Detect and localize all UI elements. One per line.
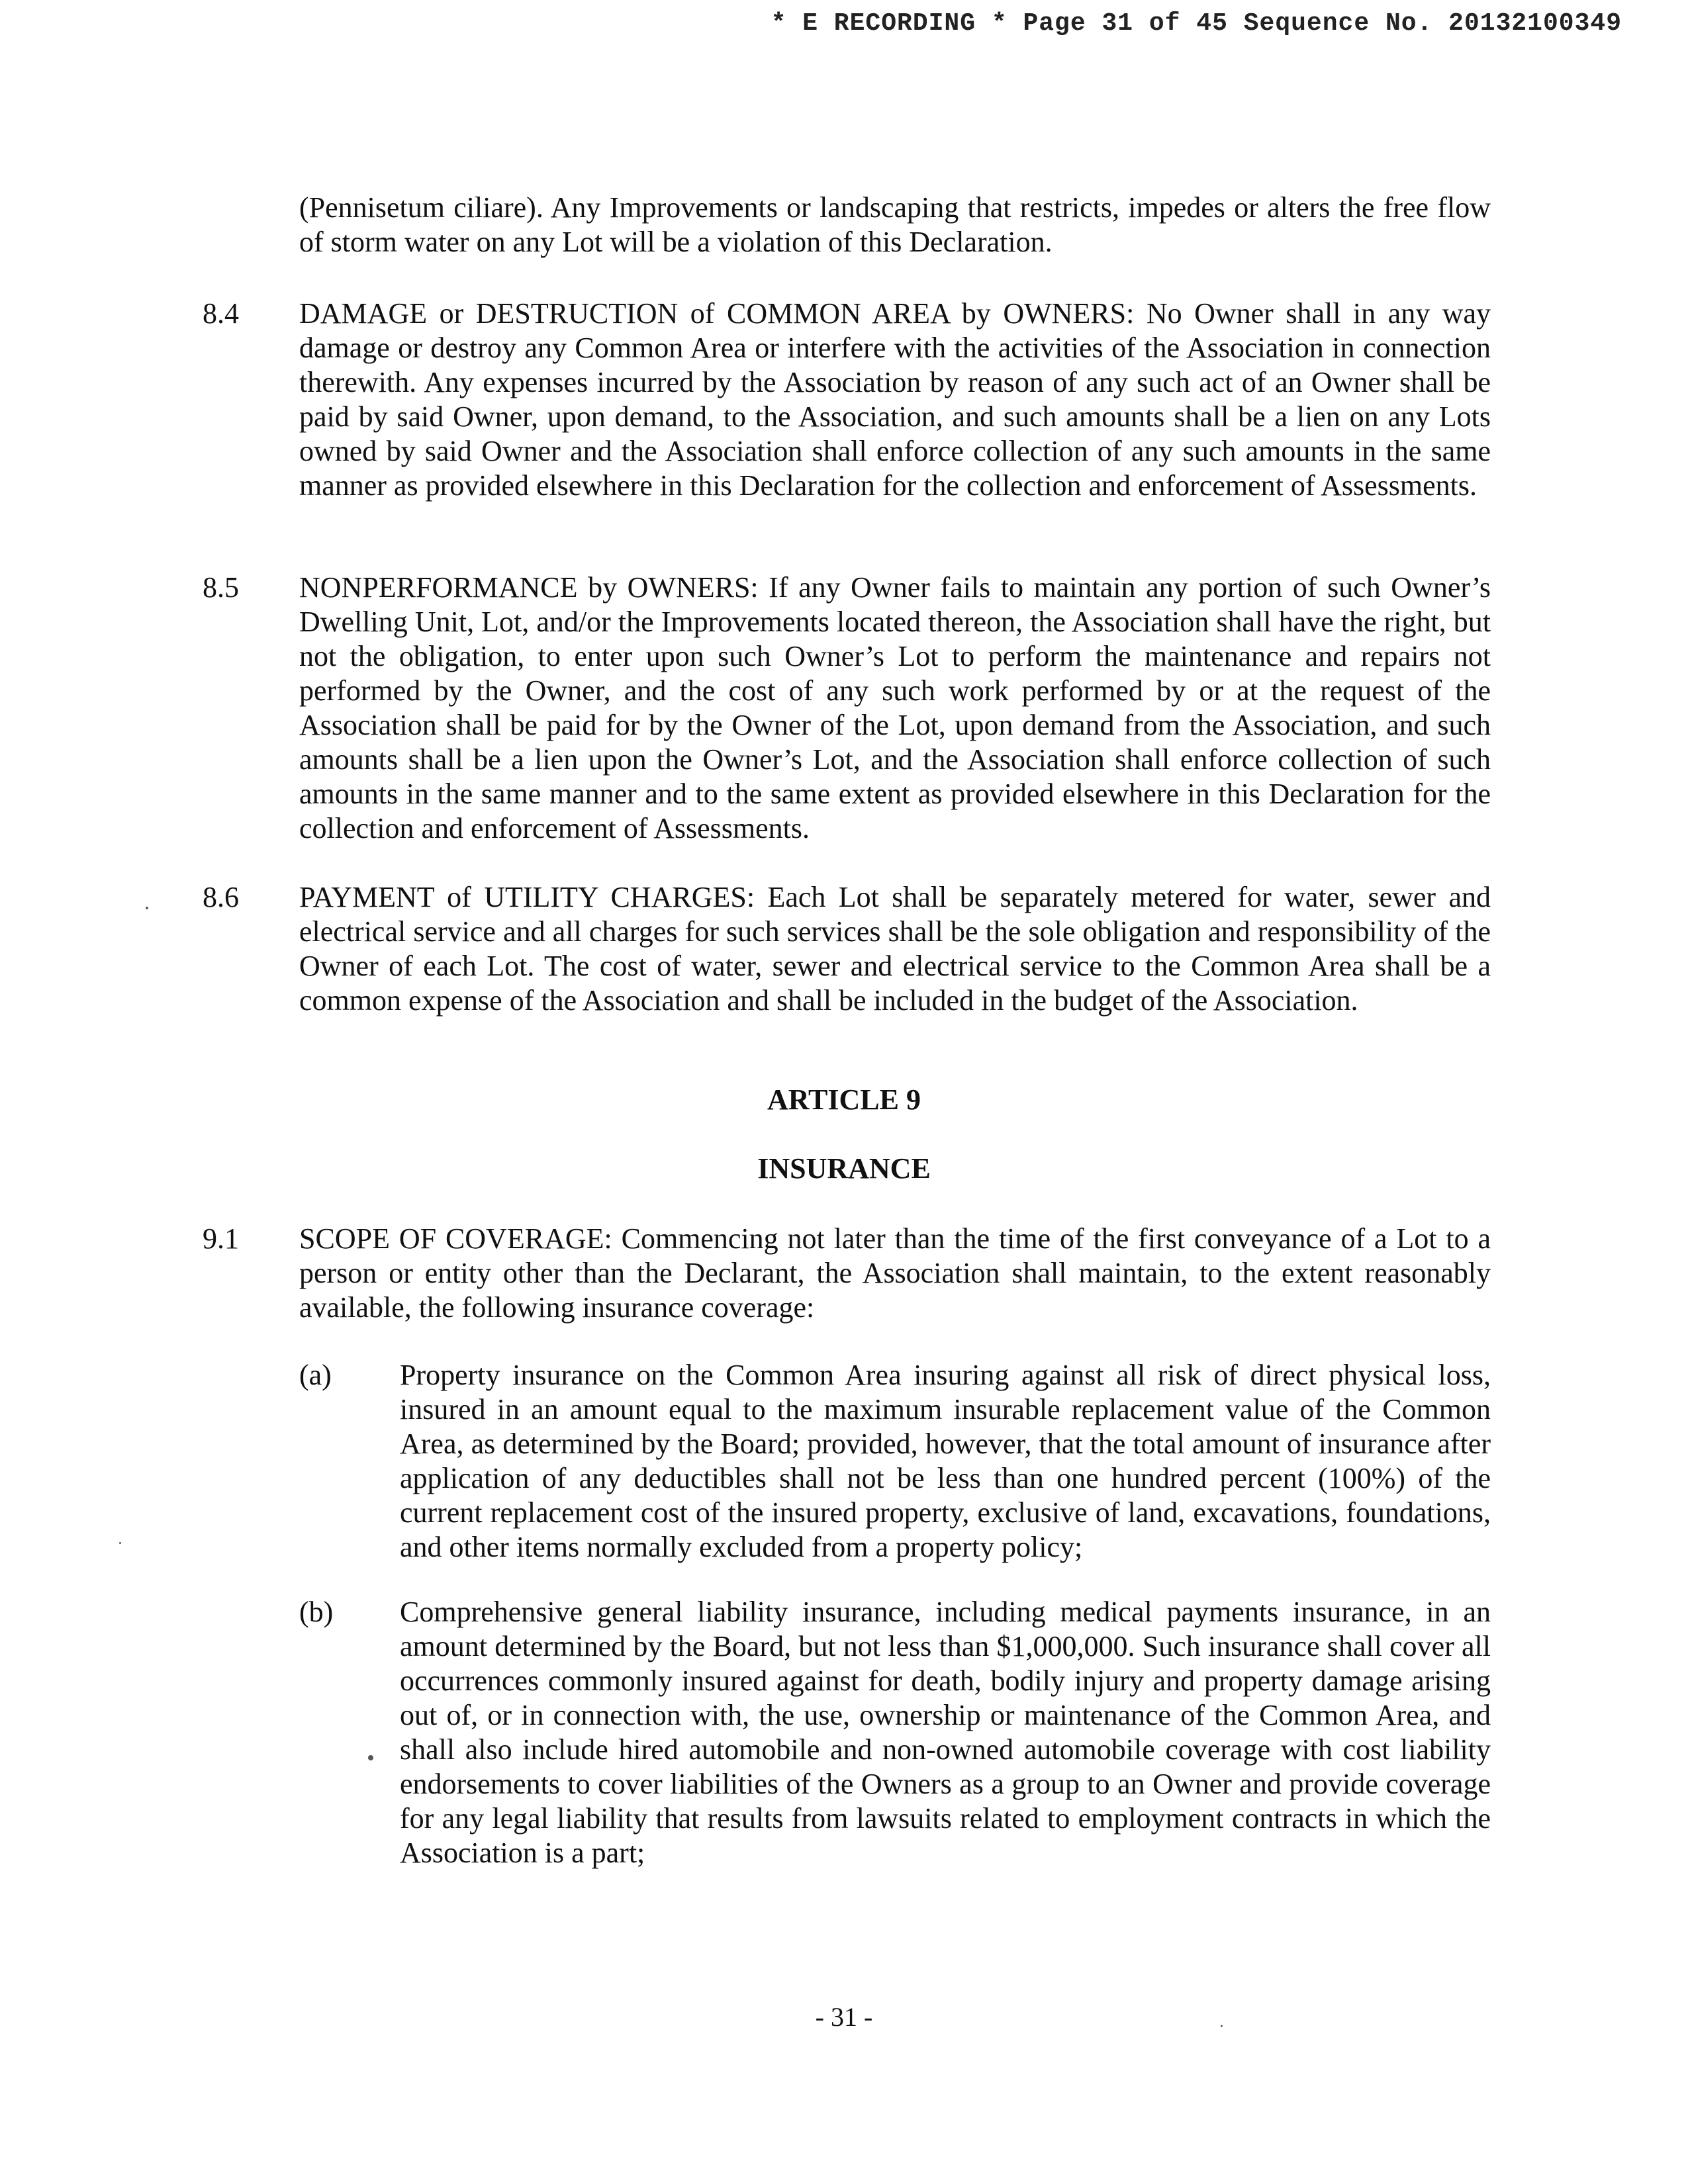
scan-speck <box>119 1542 121 1544</box>
section-8-6-text: PAYMENT of UTILITY CHARGES: Each Lot shall be separately metered for water, sewer and electrical service and all charges for such services shall be the sole obligation and responsibility of the Owner of each Lot. The cost of water, sewer and electrical service to the Common Area shall be a common expense of the Association and shall be included in the budget of the Association. <box>299 881 1491 1017</box>
section-number-8-6: 8.6 <box>203 881 239 913</box>
section-8-4-text: DAMAGE or DESTRUCTION of COMMON AREA by OWNERS: No Owner shall in any way damage or destroy any Common Area or interfere with the activities of the Association in connection therewith. Any expenses incurred by the Association by reason of any such act of an Owner shall be paid by said Owner, upon demand, to the Association, and such amounts shall be a lien on any Lots owned by said Owner and the Association shall enforce collection of any such amounts in the same manner as provided elsewhere in this Declaration for the collection and enforcement of Assessments. <box>299 297 1491 502</box>
item-a-text: Property insurance on the Common Area insuring against all risk of direct physical loss, insured in an amount equal to the maximum insurable replacement value of the Common Area, as determined by the Board; provided, however, that the total amount of insurance after application of any deductibles shall not be less than one hundred percent (100%) of the current replacement cost of the insured property, exclusive of land, excavations, foundations, and other items normally excluded from a property policy; <box>400 1359 1491 1563</box>
item-label-b: (b) <box>299 1596 334 1628</box>
item-label-a: (a) <box>299 1359 332 1391</box>
scan-speck <box>1221 2025 1223 2027</box>
page-number: - 31 - <box>815 2002 873 2032</box>
section-number-9-1: 9.1 <box>203 1222 239 1255</box>
section-9-1-text: SCOPE OF COVERAGE: Commencing not later than the time of the first conveyance of a Lot to a person or entity other than the Declarant, the Association shall maintain, to the extent reasonably available, the following insurance coverage: <box>299 1222 1491 1324</box>
continuation-paragraph: (Pennisetum ciliare). Any Improvements or landscaping that restricts, impedes or alters the free flow of storm water on any Lot will be a violation of this Declaration. <box>299 191 1491 258</box>
scan-speck <box>368 1755 373 1760</box>
section-number-8-5: 8.5 <box>203 571 239 604</box>
article-title: INSURANCE <box>757 1152 931 1185</box>
section-8-5-text: NONPERFORMANCE by OWNERS: If any Owner fails to maintain any portion of such Owner’s Dwelling Unit, Lot, and/or the Improvements located thereon, the Association shall have the right, but not the obligation, to enter upon such Owner’s Lot to perform the maintenance and repairs not performed by the Owner, and the cost of any such work performed by or at the request of the Association shall be paid for by the Owner of the Lot, upon demand from the Association, and such amounts shall be a lien upon the Owner’s Lot, and the Association shall enforce collection of such amounts in the same manner and to the same extent as provided elsewhere in this Declaration for the collection and enforcement of Assessments. <box>299 571 1491 844</box>
scan-speck <box>146 907 148 909</box>
section-number-8-4: 8.4 <box>203 297 239 330</box>
recording-header: * E RECORDING * Page 31 of 45 Sequence No. 20132100349 <box>771 9 1622 38</box>
item-b-text: Comprehensive general liability insurance, including medical payments insurance, in an amount determined by the Board, but not less than $1,000,000. Such insurance shall cover all occurrences commonly insured against for death, bodily injury and property damage arising out of, or in connection with, the use, ownership or maintenance of the Common Area, and shall also include hired automobile and non-owned automobile coverage with cost liability endorsements to cover liabilities of the Owners as a group to an Owner and provide coverage for any legal liability that results from lawsuits related to employment contracts in which the Association is a part; <box>400 1596 1491 1869</box>
article-heading: ARTICLE 9 <box>767 1083 921 1116</box>
